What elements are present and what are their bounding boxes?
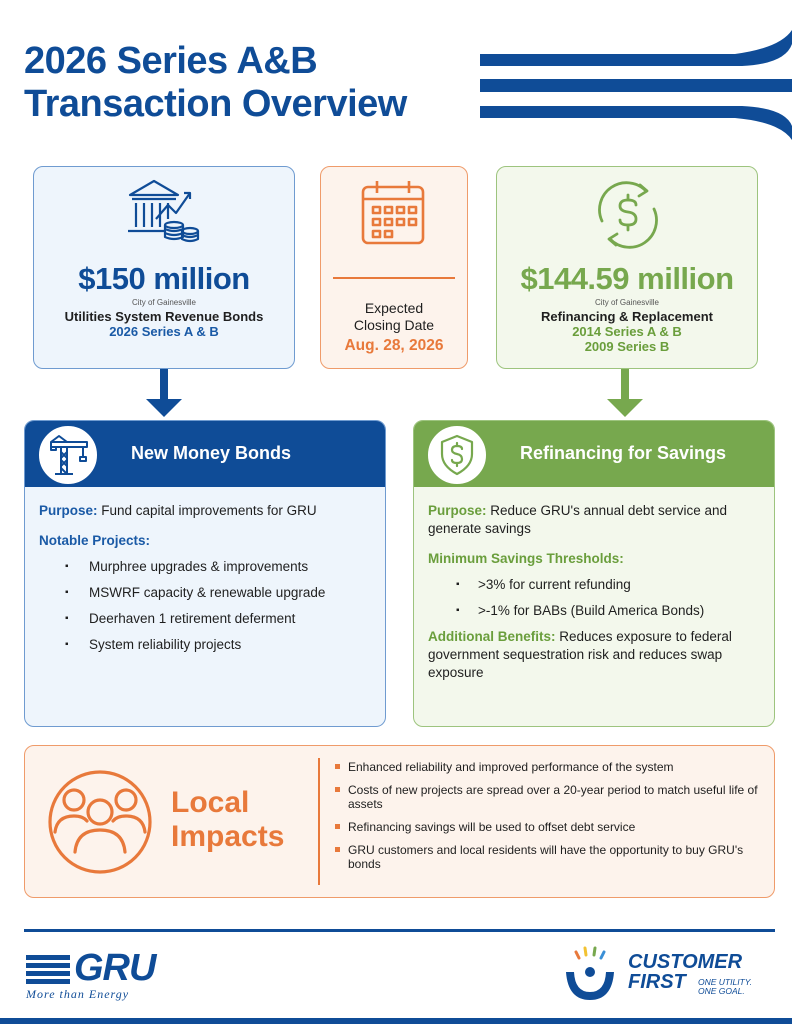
purpose-text: Fund capital improvements for GRU bbox=[97, 503, 317, 518]
new-money-amount: $150 million bbox=[78, 261, 250, 296]
additional-benefits bbox=[428, 628, 760, 682]
crane-icon bbox=[39, 426, 97, 484]
refinancing-city: City of Gainesville bbox=[594, 298, 660, 307]
decorative-stripes bbox=[480, 30, 792, 140]
closing-label-line-1: Expected bbox=[364, 300, 424, 316]
title-line-1: 2026 Series A&B bbox=[24, 40, 318, 82]
bottom-bar bbox=[0, 1018, 792, 1024]
refinancing-purpose bbox=[428, 502, 760, 538]
refinancing-amount: $144.59 million bbox=[520, 261, 734, 296]
refinancing-summary-card bbox=[496, 166, 758, 369]
local-impacts-list bbox=[332, 760, 762, 880]
impact-divider bbox=[318, 758, 320, 885]
cf-slogan-1: ONE UTILITY. bbox=[698, 977, 753, 987]
list-item: ▪ >-1% for BABs (Build America Bonds) bbox=[428, 602, 760, 620]
new-money-summary-card bbox=[33, 166, 295, 369]
list-item: Enhanced reliability and improved performance of the system bbox=[332, 760, 762, 774]
projects-list bbox=[39, 558, 371, 654]
shield-icon-badge bbox=[426, 424, 488, 486]
footer-divider bbox=[24, 929, 775, 932]
crane-icon-badge bbox=[37, 424, 99, 486]
purpose-text: Reduce GRU's annual debt service and generate savings bbox=[428, 503, 727, 536]
gru-wordmark: GRU bbox=[74, 947, 156, 989]
calendar-icon bbox=[359, 179, 427, 249]
list-item: Refinancing savings will be used to offset debt service bbox=[332, 820, 762, 834]
projects-label: Notable Projects: bbox=[39, 533, 151, 548]
new-money-series: 2026 Series A & B bbox=[109, 324, 219, 339]
dollar-cycle-icon bbox=[588, 175, 668, 255]
arrow-down-icon bbox=[605, 369, 645, 419]
list-item: ▪ Deerhaven 1 retirement deferment bbox=[39, 610, 371, 628]
new-money-body bbox=[25, 487, 385, 654]
new-money-purpose bbox=[39, 502, 371, 520]
new-money-heading: New Money Bonds bbox=[131, 443, 292, 463]
arrow-down-icon bbox=[144, 369, 184, 419]
gru-tagline: More than Energy bbox=[26, 987, 130, 1001]
refinancing-heading: Refinancing for Savings bbox=[520, 443, 727, 463]
shield-dollar-icon bbox=[428, 426, 486, 484]
list-item: ▪ >3% for current refunding bbox=[428, 576, 760, 594]
local-impacts-title-2: Impacts bbox=[171, 820, 285, 853]
local-impacts-panel bbox=[24, 745, 775, 898]
closing-label-line-2: Closing Date bbox=[353, 317, 435, 333]
closing-date-card bbox=[320, 166, 468, 369]
gru-stripes-icon bbox=[26, 953, 72, 985]
list-item: ▪ System reliability projects bbox=[39, 636, 371, 654]
new-money-city: City of Gainesville bbox=[131, 298, 197, 307]
local-impacts-title-1: Local bbox=[171, 786, 250, 819]
thresholds-list bbox=[428, 576, 760, 620]
gru-logo bbox=[26, 947, 186, 989]
new-money-subtitle: Utilities System Revenue Bonds bbox=[64, 309, 264, 324]
refinancing-header bbox=[414, 421, 774, 487]
bank-growth-icon bbox=[124, 175, 204, 255]
title-line-2: Transaction Overview bbox=[24, 83, 407, 125]
cf-line-2: FIRST bbox=[628, 971, 686, 993]
new-money-header bbox=[25, 421, 385, 487]
benefits-text: Reduces exposure to federal government sequestration risk and reduces swap exposure bbox=[428, 629, 732, 680]
benefits-label: Additional Benefits: bbox=[428, 629, 556, 644]
cf-slogan-2: ONE GOAL. bbox=[698, 986, 745, 996]
list-item: ▪ Murphree upgrades & improvements bbox=[39, 558, 371, 576]
purpose-label: Purpose: bbox=[428, 503, 487, 518]
closing-date: Aug. 28, 2026 bbox=[344, 337, 444, 354]
list-item: GRU customers and local residents will have the opportunity to buy GRU's bonds bbox=[332, 843, 762, 871]
customer-first-logo-icon bbox=[560, 944, 622, 1006]
page-title bbox=[24, 40, 407, 126]
people-group-icon bbox=[37, 768, 163, 878]
new-money-panel bbox=[24, 420, 386, 727]
customer-first-slogan bbox=[698, 978, 752, 996]
local-impacts-title bbox=[171, 786, 284, 854]
list-item: Costs of new projects are spread over a 20-year period to match useful life of assets bbox=[332, 783, 762, 811]
refinancing-body bbox=[414, 487, 774, 682]
refinancing-subtitle: Refinancing & Replacement bbox=[541, 309, 713, 324]
refinancing-series-2: 2009 Series B bbox=[584, 339, 670, 354]
thresholds-label: Minimum Savings Thresholds: bbox=[428, 551, 624, 566]
refinancing-panel bbox=[413, 420, 775, 727]
cf-line-1: CUSTOMER bbox=[628, 951, 743, 973]
purpose-label: Purpose: bbox=[39, 503, 98, 518]
list-item: ▪ MSWRF capacity & renewable upgrade bbox=[39, 584, 371, 602]
refinancing-series-1: 2014 Series A & B bbox=[572, 324, 682, 339]
closing-divider bbox=[333, 277, 455, 279]
